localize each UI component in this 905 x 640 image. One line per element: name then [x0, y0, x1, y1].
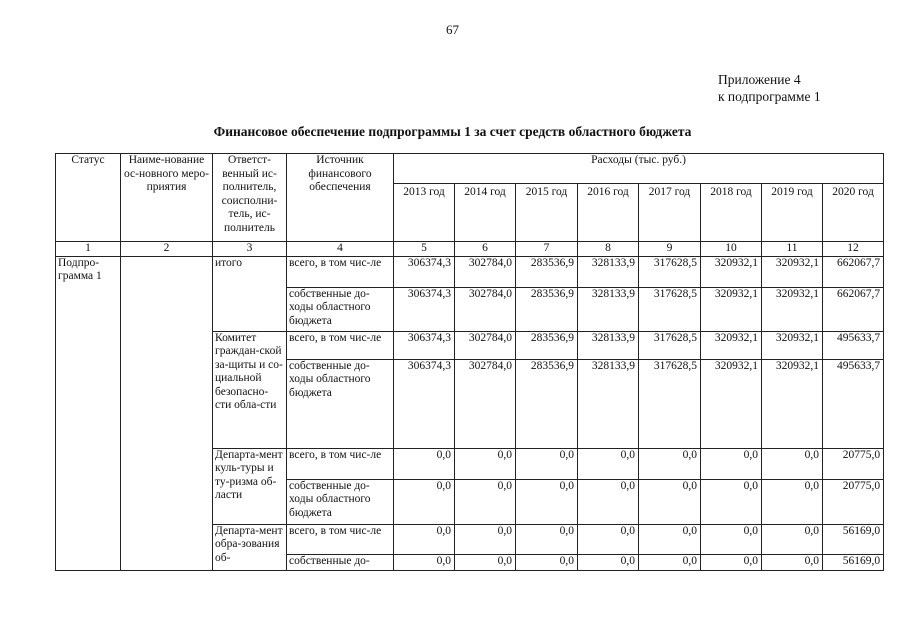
appendix-line-1: Приложение 4 [718, 72, 801, 87]
header-event: Наиме-нование ос-новного меро-приятия [121, 154, 213, 242]
value-cell: 495633,7 [823, 359, 884, 448]
header-source: Источник финансового обеспечения [287, 154, 394, 242]
value-cell: 306374,3 [394, 287, 455, 331]
value-cell: 0,0 [701, 448, 762, 479]
value-cell: 283536,9 [516, 331, 578, 359]
value-cell: 0,0 [516, 554, 578, 570]
column-number-row [56, 242, 884, 257]
source-cell: всего, в том чис-ле [287, 524, 394, 554]
value-cell: 0,0 [455, 479, 516, 524]
column-number: 12 [823, 242, 884, 257]
value-cell: 328133,9 [578, 331, 639, 359]
value-cell: 0,0 [394, 479, 455, 524]
value-cell: 0,0 [578, 524, 639, 554]
value-cell: 662067,7 [823, 256, 884, 287]
status-cell: Подпро-грамма 1 [56, 256, 121, 570]
value-cell: 283536,9 [516, 287, 578, 331]
value-cell: 320932,1 [762, 287, 823, 331]
column-number: 9 [639, 242, 701, 257]
value-cell: 0,0 [578, 448, 639, 479]
value-cell: 328133,9 [578, 359, 639, 448]
column-number: 7 [516, 242, 578, 257]
document-title: Финансовое обеспечение подпрограммы 1 за счет средств областного бюджета [213, 124, 692, 139]
value-cell: 306374,3 [394, 359, 455, 448]
executor-cell: Департа-мент куль-туры и ту-ризма об-ласти [213, 448, 287, 524]
value-cell: 302784,0 [455, 287, 516, 331]
value-cell: 320932,1 [762, 256, 823, 287]
column-number: 11 [762, 242, 823, 257]
value-cell: 302784,0 [455, 256, 516, 287]
column-number: 4 [287, 242, 394, 257]
value-cell: 0,0 [762, 479, 823, 524]
column-number: 2 [121, 242, 213, 257]
column-number: 5 [394, 242, 455, 257]
value-cell: 320932,1 [701, 256, 762, 287]
header-year: 2014 год [455, 184, 516, 242]
value-cell: 317628,5 [639, 359, 701, 448]
value-cell: 0,0 [516, 479, 578, 524]
value-cell: 317628,5 [639, 331, 701, 359]
header-expenses: Расходы (тыс. руб.) [394, 154, 884, 184]
financing-table [55, 153, 884, 571]
header-year: 2015 год [516, 184, 578, 242]
event-cell [121, 256, 213, 570]
executor-cell: Департа-мент обра-зования об- [213, 524, 287, 570]
value-cell: 0,0 [578, 554, 639, 570]
value-cell: 317628,5 [639, 256, 701, 287]
value-cell: 320932,1 [701, 359, 762, 448]
appendix-note [718, 71, 821, 105]
header-year: 2018 год [701, 184, 762, 242]
header-year: 2016 год [578, 184, 639, 242]
value-cell: 0,0 [701, 479, 762, 524]
column-number: 1 [56, 242, 121, 257]
value-cell: 0,0 [516, 524, 578, 554]
value-cell: 0,0 [516, 448, 578, 479]
value-cell: 495633,7 [823, 331, 884, 359]
source-cell: собственные до-ходы областного бюджета [287, 287, 394, 331]
value-cell: 0,0 [394, 448, 455, 479]
value-cell: 306374,3 [394, 331, 455, 359]
source-cell: собственные до- [287, 554, 394, 570]
value-cell: 0,0 [639, 554, 701, 570]
source-cell: всего, в том чис-ле [287, 331, 394, 359]
value-cell: 283536,9 [516, 359, 578, 448]
value-cell: 283536,9 [516, 256, 578, 287]
executor-cell: Комитет граждан-ской за-щиты и со-циальной безопасно-сти обла-сти [213, 331, 287, 448]
appendix-line-2: к подпрограмме 1 [718, 89, 821, 104]
column-number: 6 [455, 242, 516, 257]
value-cell: 56169,0 [823, 524, 884, 554]
value-cell: 0,0 [578, 479, 639, 524]
value-cell: 320932,1 [762, 331, 823, 359]
value-cell: 20775,0 [823, 448, 884, 479]
value-cell: 0,0 [455, 554, 516, 570]
header-year: 2013 год [394, 184, 455, 242]
value-cell: 320932,1 [701, 287, 762, 331]
value-cell: 302784,0 [455, 359, 516, 448]
header-year: 2020 год [823, 184, 884, 242]
source-cell: всего, в том чис-ле [287, 448, 394, 479]
value-cell: 306374,3 [394, 256, 455, 287]
value-cell: 0,0 [455, 524, 516, 554]
page-number: 67 [446, 22, 459, 37]
value-cell: 0,0 [639, 448, 701, 479]
value-cell: 0,0 [762, 524, 823, 554]
header-year: 2017 год [639, 184, 701, 242]
value-cell: 302784,0 [455, 331, 516, 359]
header-executor: Ответст-венный ис-полнитель, соисполни-тель, ис-полнитель [213, 154, 287, 242]
value-cell: 0,0 [762, 448, 823, 479]
source-cell: собственные до-ходы областного бюджета [287, 359, 394, 448]
header-status: Статус [56, 154, 121, 242]
value-cell: 0,0 [394, 554, 455, 570]
value-cell: 328133,9 [578, 287, 639, 331]
value-cell: 320932,1 [762, 359, 823, 448]
column-number: 10 [701, 242, 762, 257]
value-cell: 662067,7 [823, 287, 884, 331]
value-cell: 317628,5 [639, 287, 701, 331]
value-cell: 0,0 [394, 524, 455, 554]
table-row [56, 256, 884, 287]
column-number: 8 [578, 242, 639, 257]
header-year: 2019 год [762, 184, 823, 242]
column-number: 3 [213, 242, 287, 257]
value-cell: 328133,9 [578, 256, 639, 287]
source-cell: всего, в том чис-ле [287, 256, 394, 287]
value-cell: 0,0 [701, 524, 762, 554]
value-cell: 0,0 [639, 524, 701, 554]
value-cell: 0,0 [701, 554, 762, 570]
executor-cell: итого [213, 256, 287, 331]
value-cell: 0,0 [762, 554, 823, 570]
source-cell: собственные до-ходы областного бюджета [287, 479, 394, 524]
value-cell: 320932,1 [701, 331, 762, 359]
page-bottom-margin [0, 575, 905, 640]
value-cell: 20775,0 [823, 479, 884, 524]
value-cell: 56169,0 [823, 554, 884, 570]
value-cell: 0,0 [455, 448, 516, 479]
value-cell: 0,0 [639, 479, 701, 524]
